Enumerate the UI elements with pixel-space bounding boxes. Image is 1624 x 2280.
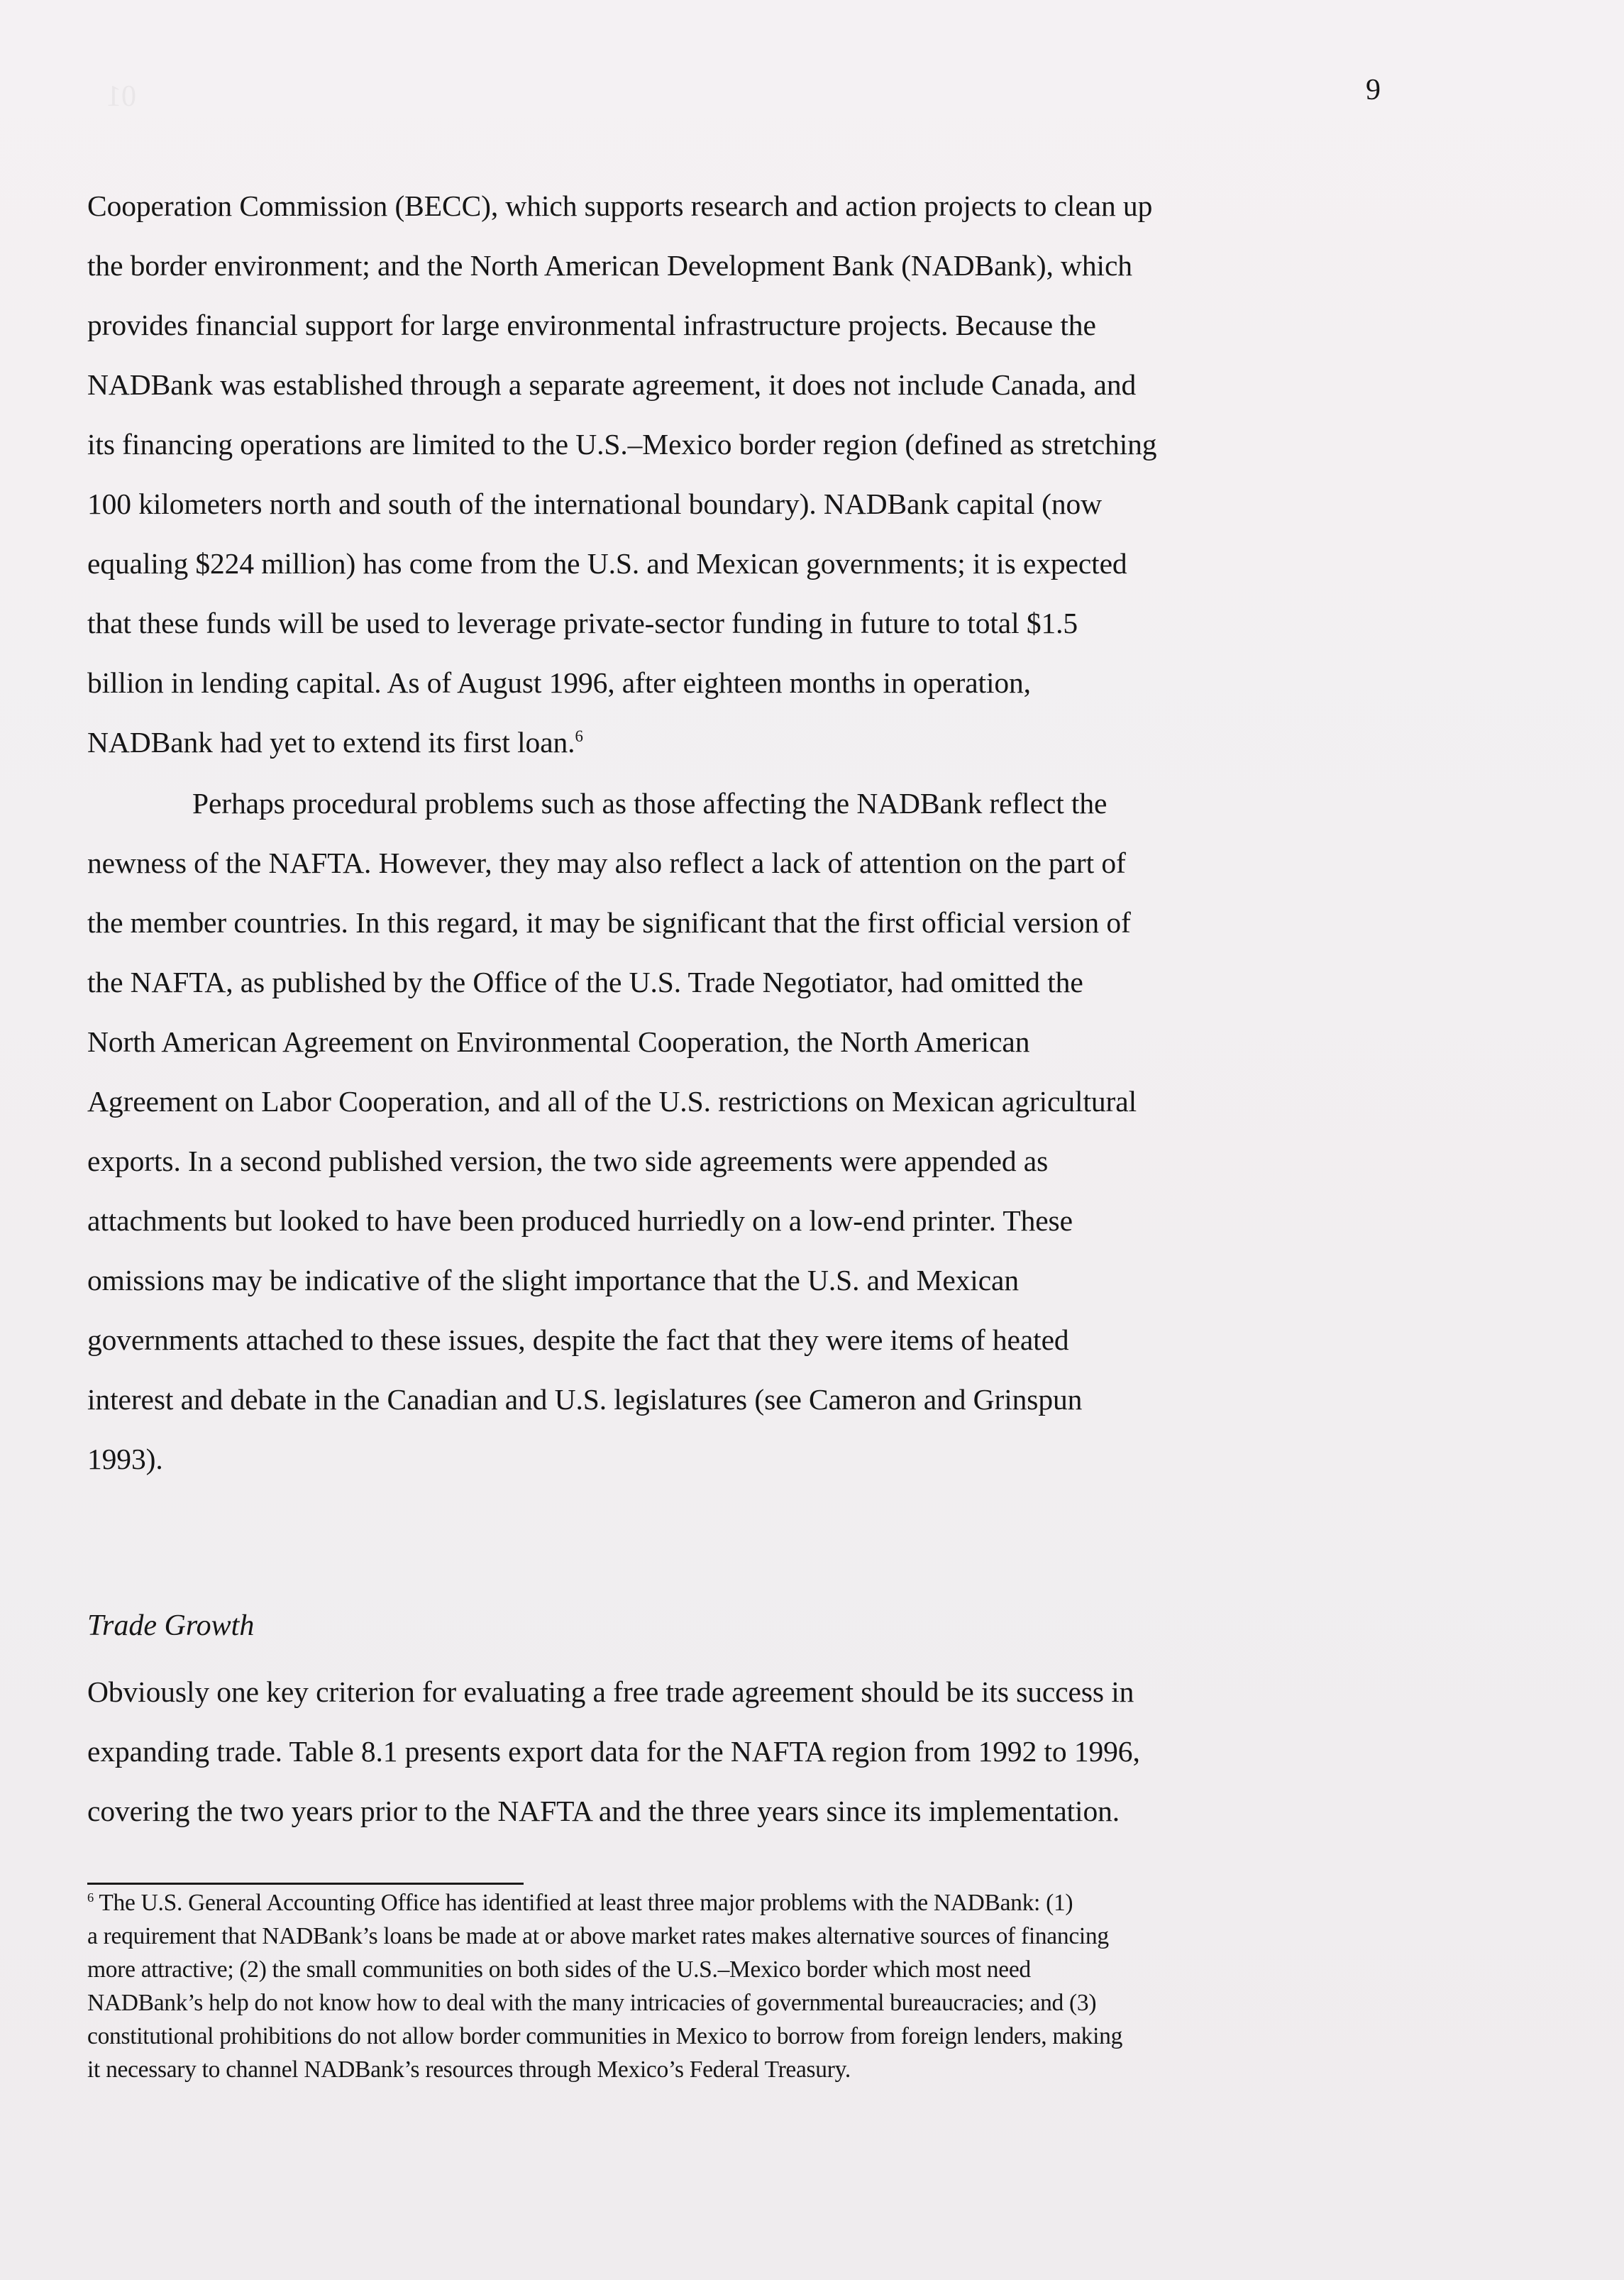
text-line: attachments but looked to have been produced hurriedly on a low-end printer. These: [87, 1204, 1073, 1237]
text-line: covering the two years prior to the NAFTA and the three years since its implementation.: [87, 1795, 1120, 1827]
text-line: its financing operations are limited to the U.S.–Mexico border region (defined as stretching: [87, 428, 1157, 461]
footnote-reference: 6: [575, 727, 583, 746]
text-line: expanding trade. Table 8.1 presents export data for the NAFTA region from 1992 to 1996,: [87, 1735, 1140, 1768]
text-line: [87, 712, 1393, 772]
page-number: 9: [1366, 74, 1381, 106]
text-line: governments attached to these issues, despite the fact that they were items of heated: [87, 1323, 1069, 1356]
footnote-line: more attractive; (2) the small communities on both sides of the U.S.–Mexico border which most need: [87, 1956, 1031, 1983]
footnote-line: a requirement that NADBank’s loans be made at or above market rates makes alternative sources of financing: [87, 1923, 1109, 1949]
text-line: billion in lending capital. As of August 1996, after eighteen months in operation,: [87, 666, 1031, 699]
footnote-line: it necessary to channel NADBank’s resources through Mexico’s Federal Treasury.: [87, 2056, 851, 2083]
text-line: Agreement on Labor Cooperation, and all of the U.S. restrictions on Mexican agricultural: [87, 1085, 1137, 1118]
text-line: the member countries. In this regard, it may be significant that the first official version of: [87, 906, 1131, 939]
text-line: omissions may be indicative of the slight importance that the U.S. and Mexican: [87, 1264, 1020, 1296]
paragraph-1: [87, 176, 1393, 772]
paragraph-3: [87, 1662, 1393, 1841]
footnote-line: constitutional prohibitions do not allow border communities in Mexico to borrow from foreign lenders, making: [87, 2023, 1123, 2049]
bleed-through-text: 01: [106, 80, 136, 113]
text-line: Obviously one key criterion for evaluating a free trade agreement should be its success in: [87, 1675, 1134, 1708]
paragraph-2: [87, 773, 1393, 1489]
text-line: NADBank was established through a separate agreement, it does not include Canada, and: [87, 368, 1137, 401]
text-line: Cooperation Commission (BECC), which supports research and action projects to clean up: [87, 189, 1153, 222]
text-line: 1993).: [87, 1443, 163, 1475]
text-line: the border environment; and the North American Development Bank (NADBank), which: [87, 249, 1132, 282]
footnote-line: [87, 1886, 1393, 1920]
footnote-marker: 6: [87, 1890, 94, 1905]
footnote-divider: [87, 1883, 524, 1885]
text-line: interest and debate in the Canadian and U.S. legislatures (see Cameron and Grinspun: [87, 1383, 1083, 1416]
text-line: North American Agreement on Environmental Cooperation, the North American: [87, 1025, 1030, 1058]
text-line: exports. In a second published version, the two side agreements were appended as: [87, 1145, 1049, 1177]
footnote-line-content: The U.S. General Accounting Office has identified at least three major problems with the NADBank: (1): [99, 1890, 1073, 1916]
text-line-content: NADBank had yet to extend its first loan.: [87, 726, 575, 759]
text-line: equaling $224 million) has come from the U.S. and Mexican governments; it is expected: [87, 547, 1127, 580]
footnote-line: NADBank’s help do not know how to deal with the many intricacies of governmental bureaucracies; and (3): [87, 1990, 1097, 2016]
text-line: 100 kilometers north and south of the international boundary). NADBank capital (now: [87, 488, 1103, 520]
text-line: Perhaps procedural problems such as those affecting the NADBank reflect the: [192, 787, 1107, 820]
text-line: provides financial support for large environmental infrastructure projects. Because the: [87, 309, 1096, 341]
section-heading: Trade Growth: [87, 1609, 255, 1642]
footnote: [87, 1886, 1393, 2086]
text-line: the NAFTA, as published by the Office of the U.S. Trade Negotiator, had omitted the: [87, 966, 1083, 998]
text-line: newness of the NAFTA. However, they may also reflect a lack of attention on the part of: [87, 847, 1126, 879]
text-line: that these funds will be used to leverage private-sector funding in future to total $1.5: [87, 607, 1078, 639]
